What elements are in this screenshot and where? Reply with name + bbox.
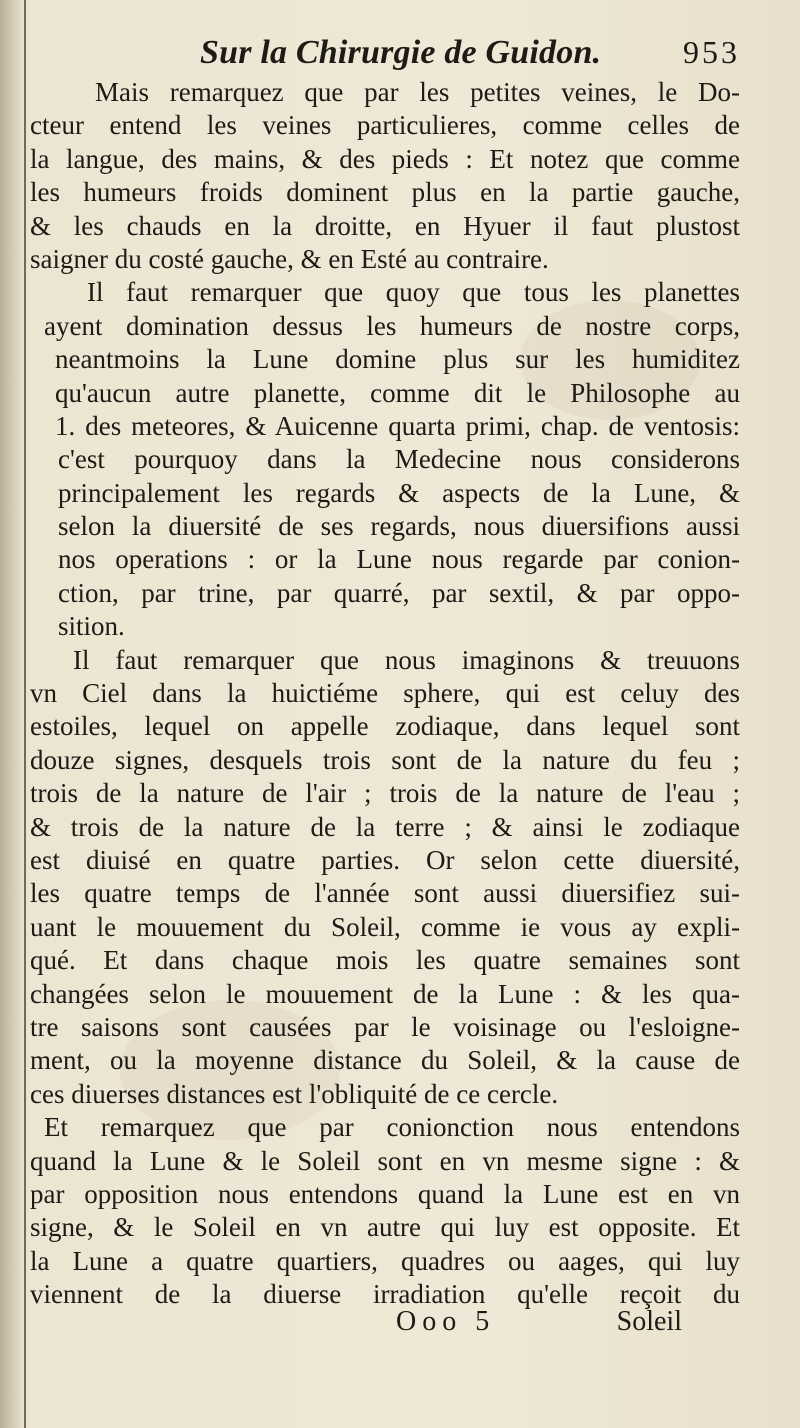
text-line: trois de la nature de l'air ; trois de la nature de l'eau ; xyxy=(30,778,740,809)
body-text xyxy=(30,76,740,1311)
text-line: selon la diuersité de ses regards, nous diuersifions aussi xyxy=(58,511,740,542)
margin-rule xyxy=(24,0,26,1428)
catchword: Soleil xyxy=(616,1306,682,1337)
text-line: la langue, des mains, & des pieds : Et notez que comme xyxy=(30,143,740,174)
text-line: vn Ciel dans la huictiéme sphere, qui est celuy des xyxy=(30,678,740,709)
paragraph xyxy=(30,276,740,643)
text-line: Mais remarquez que par les petites veines, le Do- xyxy=(95,77,740,107)
text-line: ces diuerses distances est l'obliquité de ce cercle. xyxy=(30,1078,559,1109)
text-line: estoiles, lequel on appelle zodiaque, dans lequel sont xyxy=(30,711,740,742)
page-footer xyxy=(30,1306,682,1346)
paragraph xyxy=(30,644,740,1111)
text-line: saigner du costé gauche, & en Esté au contraire. xyxy=(30,243,549,274)
text-line: changées selon le mouuement de la Lune : & les qua- xyxy=(30,978,740,1009)
text-line: & trois de la nature de la terre ; & ainsi le zodiaque xyxy=(30,811,740,842)
text-line: uant le mouuement du Soleil, comme ie vous ay expli- xyxy=(30,911,740,942)
text-line: ction, par trine, par quarré, par sextil, & par oppo- xyxy=(58,577,740,608)
text-line: neantmoins la Lune domine plus sur les humiditez xyxy=(55,344,740,375)
text-line: viennent de la diuerse irradiation qu'elle reçoit du xyxy=(30,1279,740,1310)
text-line: Il faut remarquer que nous imaginons & treuuons xyxy=(73,644,740,675)
text-line: douze signes, desquels trois sont de la nature du feu ; xyxy=(30,744,740,775)
text-line: principalement les regards & aspects de la Lune, & xyxy=(58,477,740,508)
text-line: 1. des meteores, & Auicenne quarta primi, chap. de ventosis: xyxy=(55,410,740,441)
signature-mark: Ooo 5 xyxy=(396,1306,496,1337)
text-line: tre saisons sont causées par le voisinage ou l'esloigne- xyxy=(30,1011,740,1042)
paragraph xyxy=(30,1111,740,1311)
text-line: ayent domination dessus les humeurs de nostre corps, xyxy=(44,310,740,341)
text-line: nos operations : or la Lune nous regarde par conion- xyxy=(58,544,740,575)
page-header xyxy=(200,34,740,78)
running-title: Sur la Chirurgie de Guidon. xyxy=(200,34,602,71)
text-line: c'est pourquoy dans la Medecine nous considerons xyxy=(58,444,740,475)
text-line: Il faut remarquer que quoy que tous les planettes xyxy=(87,277,740,308)
text-line: qué. Et dans chaque mois les quatre semaines sont xyxy=(30,945,740,976)
text-line: ment, ou la moyenne distance du Soleil, & la cause de xyxy=(30,1045,740,1076)
text-line: sition. xyxy=(58,611,125,642)
text-line: la Lune a quatre quartiers, quadres ou aages, qui luy xyxy=(30,1245,740,1276)
text-line: les humeurs froids dominent plus en la partie gauche, xyxy=(30,177,740,208)
text-line: & les chauds en la droitte, en Hyuer il faut plustost xyxy=(30,210,740,241)
text-line: cteur entend les veines particulieres, comme celles de xyxy=(30,110,740,141)
text-line: est diuisé en quatre parties. Or selon cette diuersité, xyxy=(30,844,740,875)
text-line: signe, & le Soleil en vn autre qui luy est opposite. Et xyxy=(30,1212,740,1243)
page-gutter xyxy=(0,0,22,1428)
page-number: 953 xyxy=(683,34,740,70)
text-line: par opposition nous entendons quand la Lune est en vn xyxy=(30,1178,740,1209)
paragraph xyxy=(30,76,740,276)
text-line: les quatre temps de l'année sont aussi diuersifiez sui- xyxy=(30,878,740,909)
text-line: quand la Lune & le Soleil sont en vn mesme signe : & xyxy=(30,1145,740,1176)
text-line: qu'aucun autre planette, comme dit le Philosophe au xyxy=(55,377,740,408)
text-line: Et remarquez que par conionction nous entendons xyxy=(44,1112,740,1143)
